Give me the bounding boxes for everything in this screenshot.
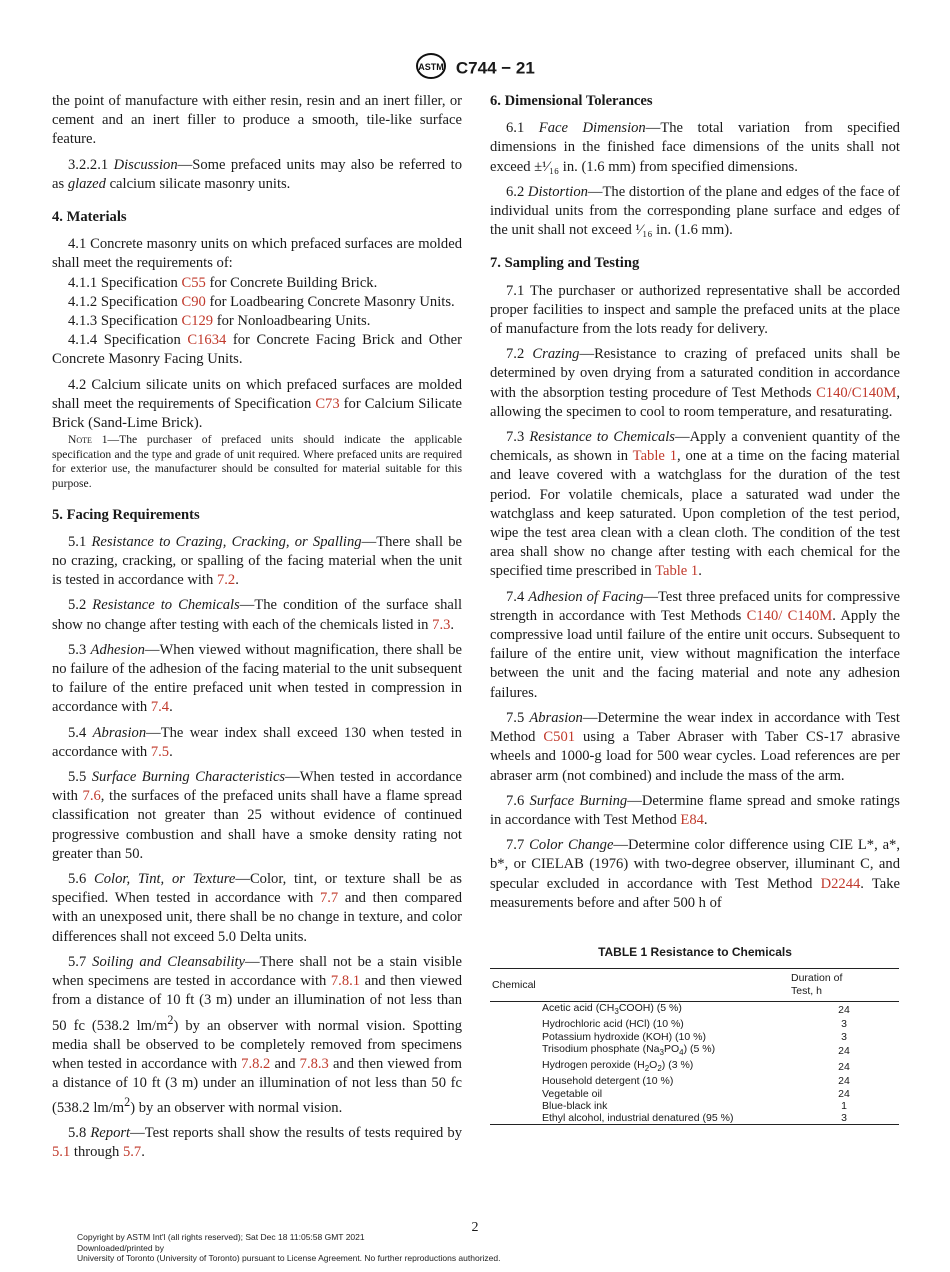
- table-header-row: [490, 969, 899, 1002]
- column-header-chemical: Chemical: [492, 978, 536, 991]
- paragraph-7-6: 7.6 Surface Burning—Determine flame spread and smoke ratings in accordance with Test Method E84.: [490, 792, 900, 828]
- link-5-1[interactable]: 5.1: [52, 1144, 71, 1161]
- paragraph-4-1-2: 4.1.2 Specification C90 for Loadbearing Concrete Masonry Units.: [68, 293, 455, 310]
- right-column: [490, 92, 900, 1125]
- svg-text:ASTM: ASTM: [418, 62, 444, 72]
- left-column: [52, 92, 462, 1169]
- paragraph-5-3: 5.3 Adhesion—When viewed without magnification, there shall be no failure of the adhesion of the facing material to the unit subsequent to failure of the entire prefaced unit when tested in compression in accordance with 7.4.: [52, 641, 462, 716]
- chemical-cell: Trisodium phosphate $(Na_3PO_4)$ (5 %): [542, 1042, 716, 1057]
- link-7-7[interactable]: 7.7: [319, 890, 339, 907]
- link-7-6[interactable]: 7.6: [82, 788, 101, 805]
- paragraph-7-4: 7.4 Adhesion of Facing—Test three prefaced units for compressive strength in accordance with Test Methods C140/ C140M. Apply the compressive load until failure of the entire unit occurs. Subsequent to failure of the entire unit, view without magnification the interface between the unit and the facing material and note any adhesion failures.: [490, 588, 901, 701]
- page-number: 2: [471, 1220, 479, 1235]
- paragraph-5-7: 5.7 Soiling and Cleansability—There shall not be a stain visible when specimens are tested in accordance with 7.8.1 and then viewed from a distance of 10 ft (3 m) under an illumination of not less than 50 fc (538.2 $lm/m^2$) by an observer with normal vision. Spotting media shall be observed to be completely removed from specimens when tested in accordance with 7.8.2 and 7.8.3 and then viewed from a distance of 10 ft (3 m) under an illumination of not less than 50 fc (538.2 $lm/m^2$) by an observer with normal vision.: [52, 953, 462, 1117]
- link-c140-c140m[interactable]: C140/ C140M: [746, 607, 833, 624]
- paragraph-5-8: 5.8 Report—Test reports shall show the results of tests required by 5.1 through 5.7.: [52, 1125, 462, 1161]
- chemical-cell: Hydrochloric acid (HCl) (10 %): [542, 1018, 684, 1031]
- link-7-5[interactable]: 7.5: [150, 743, 170, 760]
- designation: C744 − 21: [455, 58, 535, 78]
- table-title: TABLE 1 Resistance to Chemicals: [598, 944, 792, 959]
- paragraph-7-2: 7.2 Crazing—Resistance to crazing of prefaced units shall be determined by oven drying from a saturated condition in accordance with the absorption testing procedure of Test Methods C140/C140M, allowing the specimen to cool to room temperature, and resaturating.: [490, 346, 900, 420]
- chemical-cell: Hydrogen peroxide $(H_2O_2)$ (3 %): [542, 1059, 694, 1074]
- table-row: [490, 1100, 899, 1112]
- paragraph-7-3: 7.3 Resistance to Chemicals—Apply a convenient quantity of the chemicals, as shown in Table 1, one at a time on the facing material and leave covered with a watchglass for the duration of the test period. For volatile chemicals, place a saturated wad under the watchglass and keep saturated. Upon completion of the test period, wipe the test area clean with a clean cloth. The condition of the test area shall show no change after testing with each chemical for the specified time prescribed in Table 1.: [490, 429, 901, 580]
- table-row: [490, 1059, 899, 1075]
- link-7-4[interactable]: 7.4: [150, 699, 170, 716]
- table-row: [490, 1075, 899, 1087]
- paragraph-5-5: 5.5 Surface Burning Characteristics—When tested in accordance with 7.6, the surfaces of the prefaced units shall have a flame spread classification not greater than 25 without evidence of continued progressive combustion and shall have a smoke density rating not greater than 50.: [52, 769, 462, 862]
- link-7-3[interactable]: 7.3: [432, 616, 451, 633]
- link-c1634[interactable]: C1634: [187, 332, 227, 349]
- page-header: [0, 52, 950, 85]
- link-c90[interactable]: C90: [181, 293, 206, 310]
- paragraph-6-2: 6.2 Distortion—The distortion of the plane and edges of the face of individual units from the corresponding plane surface and edges of the unit shall not exceed ¹⁄₁₆ in. (1.6 mm).: [490, 183, 900, 239]
- duration-cell: 24: [838, 1004, 850, 1017]
- column-header-duration: Duration of Test, h: [791, 972, 843, 998]
- link-c140[interactable]: C140/C140M: [816, 384, 897, 401]
- duration-cell: 3: [841, 1018, 847, 1031]
- link-7-8-2[interactable]: 7.8.2: [241, 1055, 271, 1072]
- duration-cell: 24: [838, 1087, 850, 1100]
- table-row: [490, 1088, 899, 1100]
- chemicals-table: [490, 968, 899, 1125]
- link-c501[interactable]: C501: [543, 729, 576, 746]
- footer: Copyright by ASTM Int'l (all rights reserved); Sat Dec 18 11:05:58 GMT 2021 Downloaded/printed by University of Toronto (University of Toronto) pursuant to License Agreement. No further reproductions authorized.: [77, 1232, 501, 1263]
- link-c73[interactable]: C73: [315, 395, 340, 412]
- table-row: [490, 1031, 899, 1043]
- paragraph-continued: the point of manufacture with either resin, resin and an inert filler, or cement and an inert filler to produce a smooth, tile-like surface feature.: [52, 93, 462, 148]
- duration-cell: 24: [838, 1075, 850, 1088]
- paragraph-4-1: 4.1 Concrete masonry units on which prefaced surfaces are molded shall meet the requirements of:: [52, 236, 462, 272]
- link-table-1[interactable]: Table 1: [632, 448, 677, 465]
- paragraph-5-6: 5.6 Color, Tint, or Texture—Color, tint, or texture shall be as specified. When tested in accordance with 7.7 and then compared with an unexposed unit, there shall be no change in texture, and color differences shall not exceed 5.0 Delta units.: [52, 871, 462, 945]
- chemical-cell: Acetic acid $(CH_3COOH)$ (5 %): [542, 1002, 682, 1017]
- note-1: Note 1—The purchaser of prefaced units should indicate the applicable specification and the type and grade of unit required. Where prefaced units are required for exterior use, the manufacturer should be consulted for material suitable for this purpose.: [52, 433, 463, 491]
- paragraph-4-1-4: 4.1.4 Specification C1634 for Concrete Facing Brick and Other Concrete Masonry Facing Units.: [52, 332, 462, 368]
- table-row: [490, 1112, 899, 1125]
- section-heading-materials: 4. Materials: [52, 209, 127, 226]
- link-e84[interactable]: E84: [680, 811, 704, 828]
- chemical-cell: Potassium hydroxide (KOH) (10 %): [542, 1030, 706, 1043]
- paragraph-5-4: 5.4 Abrasion—The wear index shall exceed 130 when tested in accordance with 7.5.: [52, 724, 462, 760]
- link-5-7[interactable]: 5.7: [122, 1144, 142, 1161]
- section-heading-sampling-testing: 7. Sampling and Testing: [490, 255, 640, 272]
- paragraph-7-7: 7.7 Color Change—Determine color difference using CIE L*, a*, b*, or CIELAB (1976) with two-degree observer, illuminant C, and specular excluded in accordance with Test Method D2244. Take measurements before and after 500 h of: [490, 837, 900, 911]
- link-c55[interactable]: C55: [181, 274, 206, 291]
- paragraph-5-2: 5.2 Resistance to Chemicals—The condition of the surface shall show no change after testing with each of the chemicals listed in 7.3.: [52, 597, 463, 633]
- chemical-cell: Vegetable oil: [542, 1087, 603, 1100]
- section-heading-dimensional-tolerances: 6. Dimensional Tolerances: [490, 93, 653, 109]
- chemical-cell: Ethyl alcohol, industrial denatured (95 %): [542, 1112, 734, 1125]
- paragraph-7-1: 7.1 The purchaser or authorized representative shall be accorded proper facilities to inspect and sample the prefaced units at the place of manufacture from the lots ready for delivery.: [490, 282, 900, 338]
- link-c129[interactable]: C129: [181, 313, 214, 330]
- table-row: [490, 1002, 899, 1019]
- chemical-cell: Household detergent (10 %): [542, 1075, 674, 1088]
- link-7-2[interactable]: 7.2: [216, 572, 236, 589]
- paragraph-5-1: 5.1 Resistance to Crazing, Cracking, or Spalling—There shall be no crazing, cracking, or spalling of the facing material when the unit is tested in accordance with 7.2.: [52, 533, 462, 589]
- link-d2244[interactable]: D2244: [820, 875, 861, 892]
- paragraph-7-5: 7.5 Abrasion—Determine the wear index in accordance with Test Method C501 using a Taber Abraser with Taber CS-17 abrasive wheels and 1000-g load for 500 wear cycles. Load references are per abraser arm (not combined) and include the mass of the arm.: [490, 709, 900, 784]
- table-row: [490, 1043, 899, 1059]
- table-row: [490, 1018, 899, 1030]
- duration-cell: 3: [841, 1112, 847, 1125]
- paragraph-4-1-1: 4.1.1 Specification C55 for Concrete Building Brick.: [68, 274, 378, 291]
- link-7-8-3[interactable]: 7.8.3: [299, 1055, 329, 1072]
- section-heading-facing-requirements: 5. Facing Requirements: [52, 506, 200, 523]
- paragraph-6-1: 6.1 Face Dimension—The total variation from specified dimensions in the finished face dimensions of the units shall not exceed ±¹⁄₁₆ in. (1.6 mm) from specified dimensions.: [490, 120, 900, 175]
- duration-cell: 24: [838, 1061, 850, 1074]
- link-7-8-1[interactable]: 7.8.1: [330, 973, 361, 990]
- link-table-1[interactable]: Table 1: [655, 563, 699, 580]
- duration-cell: 3: [841, 1030, 847, 1043]
- chemical-cell: Blue-black ink: [542, 1099, 608, 1112]
- paragraph-4-1-3: 4.1.3 Specification C129 for Nonloadbearing Units.: [68, 313, 371, 330]
- duration-cell: 24: [838, 1044, 850, 1057]
- duration-cell: 1: [841, 1099, 847, 1112]
- astm-logo-icon: [415, 52, 447, 85]
- paragraph-3-2-2-1: 3.2.2.1 Discussion—Some prefaced units may also be referred to as glazed calcium silicate masonry units.: [52, 156, 462, 192]
- paragraph-4-2: 4.2 Calcium silicate units on which prefaced surfaces are molded shall meet the requirements of Specification C73 for Calcium Silicate Brick (Sand-Lime Brick).: [52, 376, 462, 432]
